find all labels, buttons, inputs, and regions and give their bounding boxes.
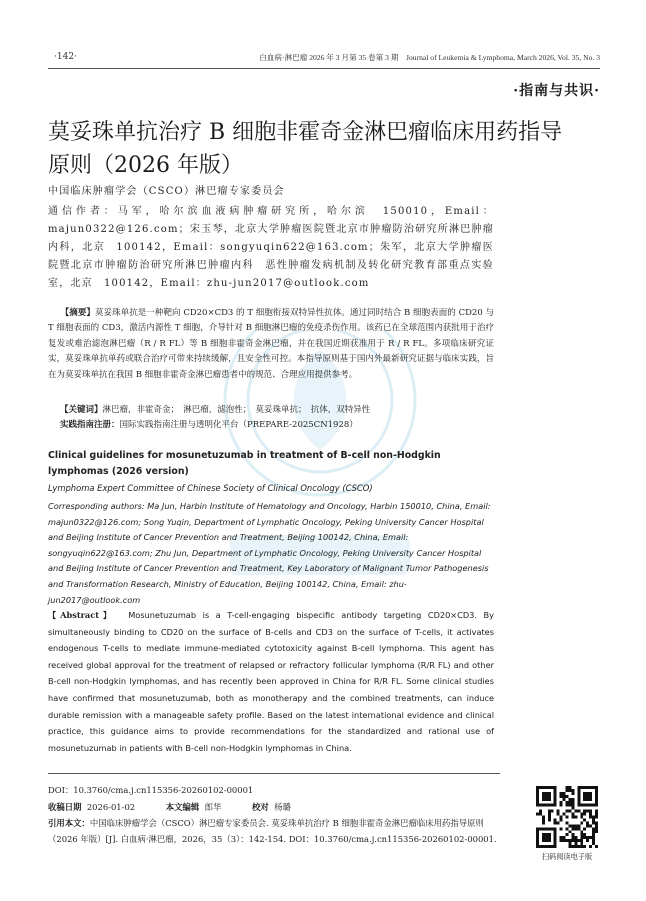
- abstract-cn: [48, 306, 494, 383]
- abstract-cn-label: 【摘要】: [60, 308, 95, 318]
- doi[interactable]: DOI：10.3760/cma.j.cn115356-20260102-00001: [48, 785, 254, 795]
- registration-cn: [60, 418, 500, 433]
- keywords-cn-label: 【关键词】: [60, 405, 103, 415]
- registration-cn-text: 国际实践指南注册与透明化平台（PREPARE-2025CN1928）: [119, 420, 358, 430]
- article-title: 莫妥珠单抗治疗 B 细胞非霍奇金淋巴瘤临床用药指导原则（2026 年版）: [48, 120, 563, 178]
- proof-label: 校对: [252, 802, 269, 812]
- section-tag: ·指南与共识·: [513, 83, 600, 99]
- received-date: 2026-01-02: [86, 802, 136, 812]
- qr-caption: 扫码阅读电子版: [541, 852, 593, 861]
- author-organization: 中国临床肿瘤学会（CSCO）淋巴瘤专家委员会: [48, 186, 285, 197]
- citation: [48, 815, 508, 847]
- editor-name: 郎华: [204, 802, 222, 812]
- keywords-cn-text: 淋巴瘤，非霍奇金； 淋巴瘤，滤泡性； 莫妥珠单抗； 抗体，双特异性: [102, 405, 371, 415]
- abstract-en-label: 【Abstract】: [48, 610, 116, 620]
- dates-line: [48, 799, 508, 815]
- abstract-en: [48, 607, 494, 756]
- abstract-cn-text: 莫妥珠单抗是一种靶向 CD20×CD3 的 T 细胞衔接双特异性抗体。通过同时结合 B 细胞表面的 CD20 与 T 细胞表面的 CD3，激活内源性 T 细胞，介导针对 B 细胞淋巴瘤的免疫杀伤作用。该药已在全球范围内获批用于治疗复发或难治滤泡淋巴瘤（R / R FL）等 B 细胞非霍奇金淋巴瘤，并在我国近期获准用于 R / R FL。多项临床研究证实，莫妥珠单抗单药或联合治疗可带来持续缓解，且安全性可控。本指导原则基于国内外最新研究证据与临床实践，旨在为莫妥珠单抗在我国 B 细胞非霍奇金淋巴瘤患者中的规范、合理应用提供参考。: [48, 308, 494, 380]
- header-rule: [48, 68, 600, 69]
- qr-code-icon[interactable]: [536, 786, 598, 848]
- footer-rule: [48, 773, 500, 774]
- organization-en: Lymphoma Expert Committee of Chinese Society of Clinical Oncology (CSCO): [48, 483, 373, 493]
- corresponding-authors: 通信作者：马军，哈尔滨血液病肿瘤研究所，哈尔滨 150010，Email：majun0322@126.com；宋玉琴，北京大学肿瘤医院暨北京市肿瘤防治研究所淋巴肿瘤内科，北京 100142，Email：songyuqin622@163.com；朱军，北京大学肿瘤医院暨北京市肿瘤防治研究所淋巴肿瘤内科 恶性肿瘤发病机制及转化研究教育部重点实验室，北京 100142，Email：zhu-jun2017@outlook.com: [48, 206, 494, 289]
- abstract-en-text: Mosunetuzumab is a T-cell-engaging bispecific antibody targeting CD20×CD3. By simultaneously binding to CD20 on the surface of B-cells and CD3 on the surface of T-cells, it activates endogenous T-cells to mediate immune-mediated cytotoxicity against B-cell lymphoma. This agent has received global approval for the treatment of relapsed or refractory follicular lymphoma (R/R FL) and other B-cell non-Hodgkin lymphomas, and has recently been approved in China for R/R FL. Some clinical studies have confirmed that mosunetuzumab, both as monotherapy and the combined treatments, can induce durable remission with a manageable safety profile. Based on the latest international evidence and clinical practice, this guidance aims to provide recommendations for the standardized and rational use of mosunetuzumab in patients with B-cell non-Hodgkin lymphomas in China.: [48, 610, 494, 753]
- proof-name: 杨璐: [274, 802, 291, 812]
- keywords-cn: [60, 403, 500, 418]
- page-number: ·142·: [54, 52, 77, 62]
- corresponding-authors-en: Corresponding authors: Ma Jun, Harbin Institute of Hematology and Oncology, Harbin 150010, China, Email: majun0322@126.com; Song Yuqin, Department of Lymphatic Oncology, Peking University Cancer Hospital and Beijing Institute of Cancer Prevention and Treatment, Beijing 100142, China, Email: songyuqin622@163.com; Zhu Jun, Department of Lymphatic Oncology, Peking University Cancer Hospital and Beijing Institute of Cancer Prevention and Treatment, Key Laboratory of Malignant Tumor Pathogenesis and Transformation Research, Ministry of Education, Beijing 100142, China, Email: zhu-jun2017@outlook.com: [48, 501, 491, 605]
- registration-cn-label: 实践指南注册：: [60, 420, 120, 430]
- editor-label: 本文编辑: [165, 802, 200, 812]
- citation-label: 引用本文：: [48, 818, 90, 828]
- citation-text: 中国临床肿瘤学会（CSCO）淋巴瘤专家委员会. 莫妥珠单抗治疗 B 细胞非霍奇金淋巴瘤临床用药指导原则（2026 年版）[J]. 白血病·淋巴瘤，2026，35（3）：142-154. DOI：10.3760/cma.j.cn115356-20260102-00001.: [48, 818, 497, 844]
- title-en: Clinical guidelines for mosunetuzumab in treatment of B-cell non-Hodgkin lymphomas (2026 version): [48, 450, 441, 477]
- running-head: 白血病·淋巴瘤 2026 年 3 月第 35 卷第 3 期 Journal of Leukemia & Lymphoma, March 2026, Vol. 35, No. 3: [259, 53, 600, 62]
- received-label: 收稿日期: [48, 802, 82, 812]
